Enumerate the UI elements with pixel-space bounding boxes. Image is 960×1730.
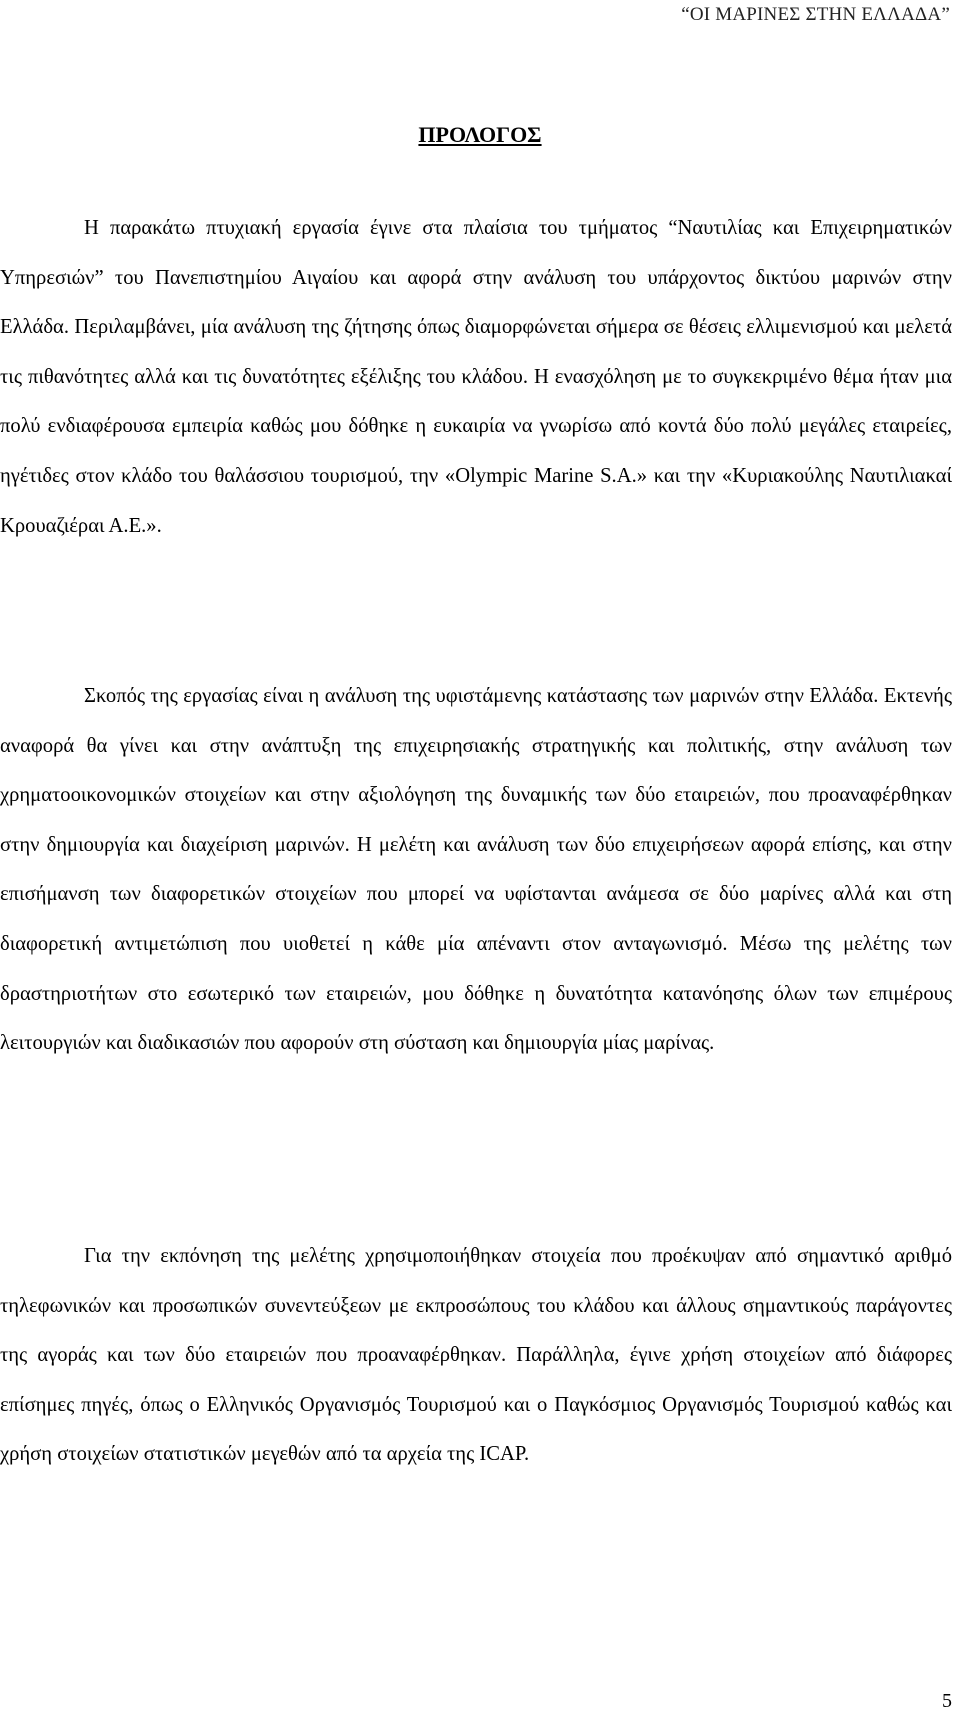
body-paragraph: Σκοπός της εργασίας είναι η ανάλυση της υφιστάμενης κατάστασης των μαρινών στην Ελλάδα. Εκτενής αναφορά θα γίνει και στην ανάπτυξη της επιχειρησιακής στρατηγικής και πολιτικής, στην ανάλυση των χρηματοοικονομικών στοιχείων και στην αξιολόγηση της δυναμικής των δύο εταιρειών, που προαναφέρθηκαν στην δημιουργία και διαχείριση μαρινών. Η μελέτη και ανάλυση των δύο επιχειρήσεων αφορά επίσης, και στην επισήμανση των διαφορετικών στοιχείων που μπορεί να υφίστανται ανάμεσα σε δύο μαρίνες αλλά και στη διαφορετική αντιμετώπιση που υιοθετεί η κάθε μία απέναντι στον ανταγωνισμό. Μέσω της μελέτης των δραστηριοτήτων στο εσωτερικό των εταιρειών, μου δόθηκε η δυνατότητα κατανόησης όλων των επιμέρους λειτουργιών και διαδικασιών που αφορούν στη σύσταση και δημιουργία μίας μαρίνας.	[0, 685, 952, 1055]
page-number: 5	[942, 1690, 952, 1712]
running-header: “ΟΙ ΜΑΡΙΝΕΣ ΣΤΗΝ ΕΛΛΑΔΑ”	[681, 4, 950, 25]
body-paragraph: Για την εκπόνηση της μελέτης χρησιμοποιήθηκαν στοιχεία που προέκυψαν από σημαντικό αριθμό τηλεφωνικών και προσωπικών συνεντεύξεων με εκπροσώπους του κλάδου και άλλους σημαντικούς παράγοντες της αγοράς και των δύο εταιρειών που προαναφέρθηκαν. Παράλληλα, έγινε χρήση στοιχείων από διάφορες επίσημες πηγές, όπως ο Ελληνικός Οργανισμός Τουρισμού και ο Παγκόσμιος Οργανισμός Τουρισμού καθώς και χρήση στοιχείων στατιστικών μεγεθών από τα αρχεία της ICAP.	[0, 1245, 952, 1466]
section-title: ΠΡΟΛΟΓΟΣ	[418, 122, 542, 147]
body-paragraph: Η παρακάτω πτυχιακή εργασία έγινε στα πλαίσια του τμήματος “Ναυτιλίας και Επιχειρηματικών Υπηρεσιών” του Πανεπιστημίου Αιγαίου και αφορά στην ανάλυση του υπάρχοντος δικτύου μαρινών στην Ελλάδα. Περιλαμβάνει, μία ανάλυση της ζήτησης όπως διαμορφώνεται σήμερα σε θέσεις ελλιμενισμού και μελετά τις πιθανότητες αλλά και τις δυνατότητες εξέλιξης του κλάδου. Η ενασχόληση με το συγκεκριμένο θέμα ήταν μια πολύ ενδιαφέρουσα εμπειρία καθώς μου δόθηκε η ευκαιρία να γνωρίσω από κοντά δύο πολύ μεγάλες εταιρείες, ηγέτιδες στον κλάδο του θαλάσσιου τουρισμού, την «Olympic Marine S.A.» και την «Κυριακούλης Ναυτιλιακαί Κρουαζιέραι Α.Ε.».	[0, 217, 952, 537]
